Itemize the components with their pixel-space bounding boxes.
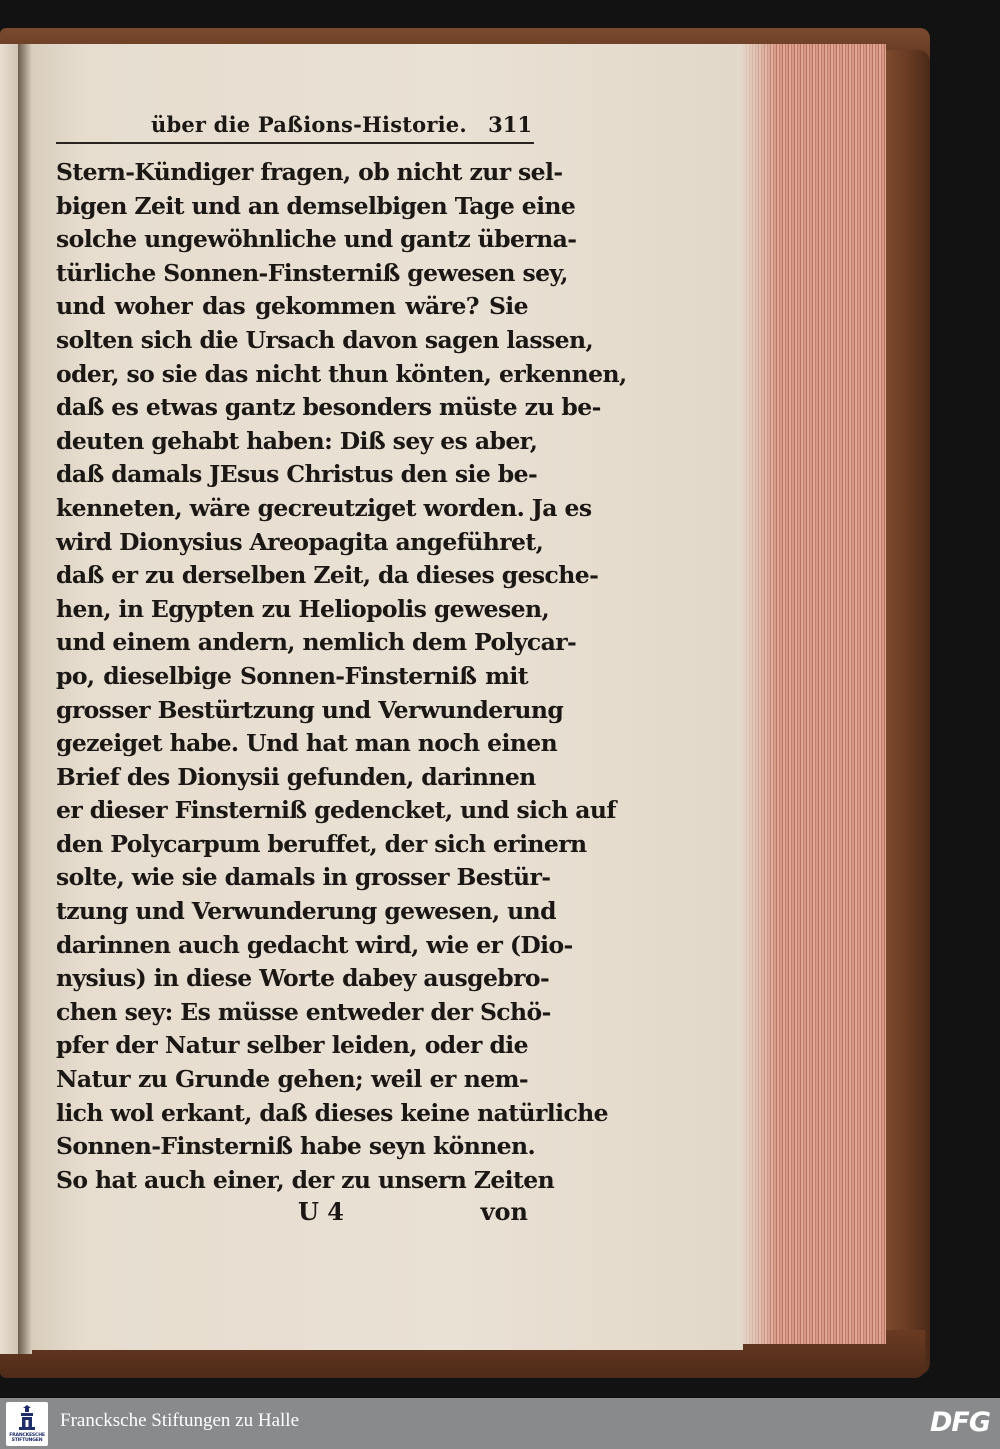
- text-line: daß er zu derselben Zeit, da dieses gesche-: [56, 561, 599, 590]
- text-line: grosser Bestürtzung und Verwunderung: [56, 695, 564, 724]
- text-line: und einem andern, nemlich dem Polycar-: [56, 628, 577, 657]
- body-text: [56, 156, 627, 1197]
- text-line: chen sey: Es müsse entweder der Schö-: [56, 997, 551, 1026]
- text-line: So hat auch einer, der zu unsern Zeiten: [56, 1165, 555, 1194]
- text-line: türliche Sonnen-Finsterniß gewesen sey,: [56, 258, 568, 287]
- text-line: solte, wie sie damals in grosser Bestür-: [56, 863, 551, 892]
- text-line: kenneten, wäre gecreutziget worden. Ja es: [56, 493, 592, 522]
- signature-mark: U 4: [298, 1197, 344, 1227]
- page-footer: [56, 1197, 536, 1231]
- institution-name: Francksche Stiftungen zu Halle: [60, 1410, 300, 1431]
- text-line: solche ungewöhnliche und gantz überna-: [56, 225, 577, 254]
- catchword: von: [480, 1197, 528, 1227]
- text-line: Sonnen-Finsterniß habe seyn können.: [56, 1132, 536, 1161]
- running-title: über die Paßions-Historie.: [151, 112, 467, 137]
- text-line: Brief des Dionysii gefunden, darinnen: [56, 762, 536, 791]
- text-line: pfer der Natur selber leiden, oder die: [56, 1031, 528, 1060]
- page-gutter: [18, 44, 32, 1354]
- dfg-logo: DFG: [929, 1407, 990, 1438]
- text-line: po, dieselbige Sonnen-Finsterniß mit: [56, 661, 528, 690]
- text-line: und woher das gekommen wäre? Sie: [56, 292, 528, 321]
- header-rule: [56, 142, 534, 144]
- footer-bar: [0, 1398, 1000, 1449]
- text-line: tzung und Verwunderung gewesen, und: [56, 897, 556, 926]
- text-line: Natur zu Grunde gehen; weil er nem-: [56, 1065, 528, 1094]
- page-edges: [738, 44, 886, 1344]
- text-line: hen, in Egypten zu Heliopolis gewesen,: [56, 594, 550, 623]
- text-line: wird Dionysius Areopagita angeführet,: [56, 527, 544, 556]
- page-number: 311: [488, 112, 532, 137]
- text-line: daß es etwas gantz besonders müste zu be-: [56, 393, 601, 422]
- francke-logo: [6, 1402, 48, 1446]
- text-line: oder, so sie das nicht thun könten, erkennen,: [56, 359, 627, 388]
- text-line: deuten gehabt haben: Diß sey es aber,: [56, 426, 538, 455]
- text-line: Stern-Kündiger fragen, ob nicht zur sel-: [56, 158, 563, 186]
- text-line: den Polycarpum beruffet, der sich erinern: [56, 829, 587, 858]
- text-line: nysius) in diese Worte dabey ausgebro-: [56, 964, 550, 993]
- page-header: [56, 112, 536, 144]
- text-line: solten sich die Ursach davon sagen lassen,: [56, 325, 594, 354]
- text-line: bigen Zeit und an demselbigen Tage eine: [56, 191, 576, 220]
- text-line: er dieser Finsterniß gedencket, und sich auf: [56, 796, 616, 825]
- logo-text: FRANCKESCHE STIFTUNGEN: [9, 1433, 45, 1443]
- building-icon: [18, 1405, 36, 1431]
- page-text-block: [56, 112, 627, 1231]
- text-line: lich wol erkant, daß dieses keine natürliche: [56, 1098, 609, 1127]
- text-line: darinnen auch gedacht wird, wie er (Dio-: [56, 930, 573, 959]
- text-line: daß damals JEsus Christus den sie be-: [56, 460, 538, 489]
- text-line: gezeiget habe. Und hat man noch einen: [56, 729, 558, 758]
